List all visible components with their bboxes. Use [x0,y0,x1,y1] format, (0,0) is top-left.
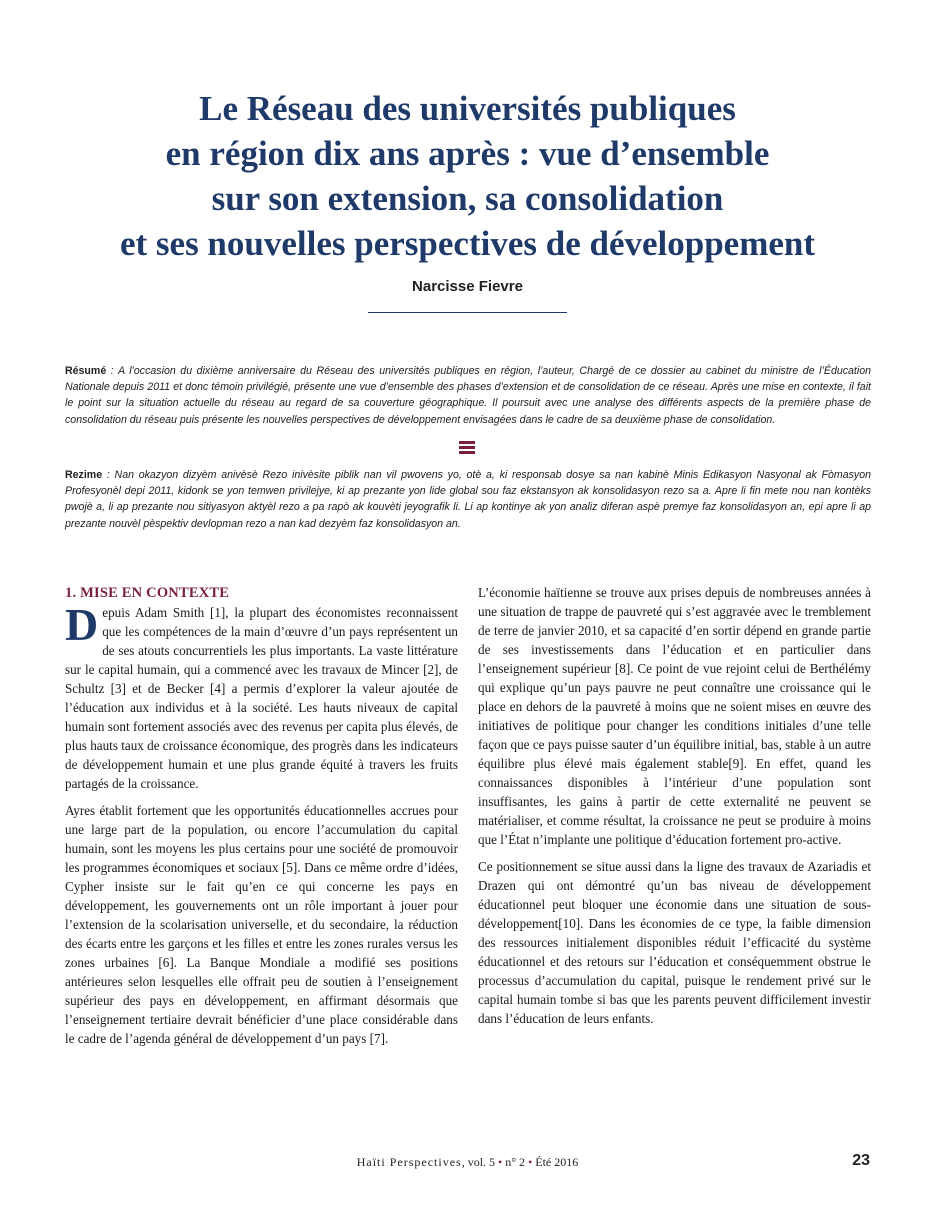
title-line: en région dix ans après : vue d’ensemble [165,134,770,173]
season: Été 2016 [532,1155,579,1169]
issue: n° 2 [502,1155,529,1169]
title-line: Le Réseau des universités publiques [199,89,736,128]
paragraph [65,599,459,793]
page-number: 23 [852,1152,870,1169]
volume: , vol. 5 [461,1155,499,1169]
abstract-french [65,363,871,428]
bullet-separator: • [528,1155,533,1169]
paragraph: L’économie haïtienne se trouve aux prises depuis de nombreuses années à une situation de trappe de pauvreté qui s’est aggravée avec le tremblement de terre de janvier 2010, et sa capacité d’en sortir dépend en grande partie de ses investissements dans l’éducation et en particulier dans l’enseignement supérieur [8]. Ce point de vue rejoint celui de Berthélémy qui explique qu’un pays pauvre ne peut connaître une croissance qui le place en dehors de la pauvreté à moins que ne soient mises en œuvre des initiatives de politique pour changer les conditions initiales d’une telle façon que ce pays puisse sauter d’un équilibre initial, bas, stable à un autre équilibre plus élevé mais également stable[9]. En effet, quand les connaissances disponibles à l’intérieur d’une population sont insuffisantes, les gains à partir de cette externalité ne peuvent se matérialiser, et comme résultat, la croissance ne peut se produire à moins que l’État n’implante une politique d’éducation fortement pro-active. [478,585,871,847]
abstract-label: Rezime [65,469,103,481]
drop-cap: D [65,599,99,650]
title-line: sur son extension, sa consolidation [211,179,724,218]
paragraph: Ayres établit fortement que les opportunités éducationnelles accrues pour une large part de la population, ou encore l’accumulation du capital humain, sont les moyens les plus certains pour une société de promouvoir les programmes économiques et sociaux [5]. Dans ce même ordre d’idées, Cypher insiste sur le fait qu’en ce qui concerne les pays en développement, les gouvernements ont un rôle important à jouer pour l’extension de la scolarisation universelle, et du secondaire, la réduction des écarts entre les garçons et les filles et entre les zones rurales versus les zones urbaines [6]. La Banque Mondiale a modifié ses positions antérieures selon lesquelles elle offrait peu de soutien à l’enseignement supérieur des pays en développement, en affirmant désormais que l’enseignement tertiaire devrait bénéficier d’une place considérable dans le cadre de l’agenda général de développement d’un pays [7]. [65,803,458,1046]
abstract-creole [65,467,871,532]
section-heading: 1. MISE EN CONTEXTE [65,585,230,601]
bullet-separator: • [498,1155,503,1169]
journal-name: Haïti Perspectives [356,1155,462,1169]
author-name: Narcisse Fievre [412,278,523,295]
article-title [40,86,895,266]
abstract-label: Résumé [65,365,107,377]
paragraph: Ce positionnement se situe aussi dans la ligne des travaux de Azariadis et Drazen qui ont démontré qu’un bas niveau de développement éducationnel peut bloquer une économie dans une situation de sous-développement[10]. Dans les économies de ce type, la faible dimension des ressources initialement disponibles réduit l’efficacité du système éducationnel et des retours sur l’éducation et conséquemment obstrue le processus d’accumulation du capital, puisque le rendement privé sur le capital humain tombe si bas que les parents peuvent difficilement investir dans l’éducation de leurs enfants. [478,859,871,1026]
page-footer [0,1155,935,1170]
author-divider [368,312,567,313]
column-left [65,583,458,1056]
column-right [478,583,871,1036]
abstract-text: : Nan okazyon dizyèm anivèsè Rezo inivèsite piblik nan vil pwovens yo, otè a, ki responsab dosye sa nan kabinè Minis Edikasyon Nasyonal ak Fòmasyon Profesyonèl depi 2011, kidonk se yon temwen privilejye, ki ap prezante yon lide global sou faz ekstansyon ak konsolidasyon rezo sa a. Apre li fin mete nou nan kontèks pwojè a, li ap prezante nou sitiyasyon aktyèl rezo a pa rapò ak kouvèti jeyografik li. Li ap kontinye ak yon analiz diferan aspè premye faz konsolidasyon an, epi apre li ap prezante nouvèl pèspektiv devlopman rezo a nan kad dezyèm faz konsolidasyon an. [65,469,871,530]
title-line: et ses nouvelles perspectives de développement [119,224,816,263]
abstract-text: : A l’occasion du dixième anniversaire du Réseau des universités publiques en région, l’auteur, Chargé de ce dossier au cabinet du ministre de l’Éducation Nationale depuis 2011 et donc témoin privilégié, présente une vue d’ensemble des phases d’extension et de consolidation de ce réseau. Après une mise en contexte, il fait le point sur la situation actuelle du réseau au regard de sa couverture géographique. Il poursuit avec une analyse des différents aspects de la première phase de consolidation du réseau puis présente les nouvelles perspectives de développement envisagées dans le cadre de sa deuxième phase de consolidation. [65,365,871,426]
three-bar-divider-icon [459,441,475,455]
paragraph-text: epuis Adam Smith [1], la plupart des économistes reconnaissent que les compétences de la main d’œuvre d’un pays représentent un de ses atouts concurrentiels les plus importants. La vaste littérature sur le capital humain, qui a commencé avec les travaux de Mincer [2], de Schultz [3] et de Becker [4] a permis d’explorer la valeur ajoutée de l’éducation aux individus et à la société. Les hauts niveaux de capital humain sont fortement associés avec des revenus per capita plus élevés, de plus hauts taux de croissance économique, des progrès dans les indicateurs de développement humain et une plus grande équité à travers les fruits partagés de la croissance. [65,605,459,791]
